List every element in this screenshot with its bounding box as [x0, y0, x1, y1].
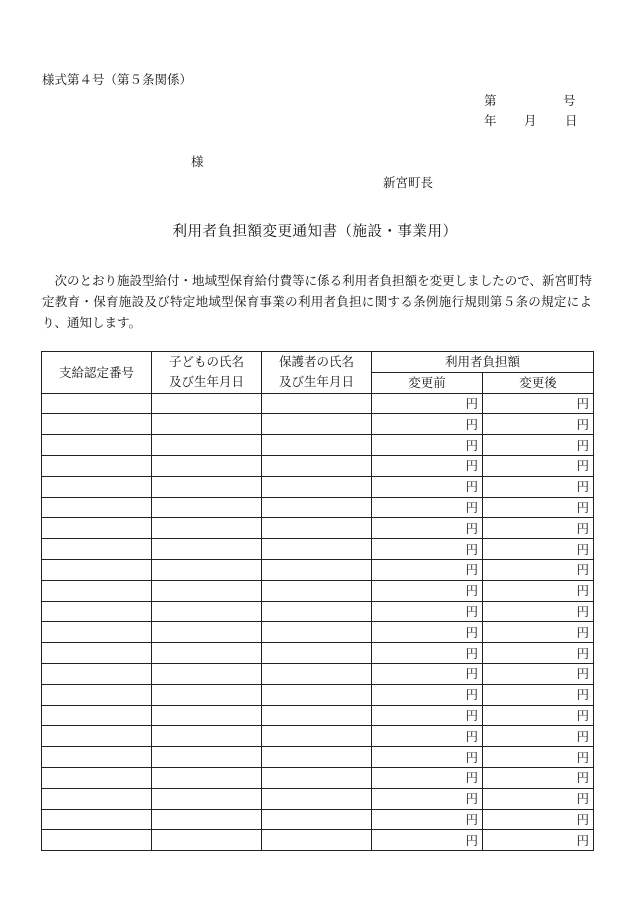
cell-guardian-name[interactable] — [262, 559, 372, 580]
header-cert-number: 支給認定番号 — [42, 352, 152, 394]
cell-child-name[interactable] — [152, 747, 262, 768]
cell-child-name[interactable] — [152, 393, 262, 414]
cell-fee-before[interactable]: 円 — [372, 705, 483, 726]
cell-fee-after[interactable]: 円 — [483, 559, 594, 580]
cell-child-name[interactable] — [152, 788, 262, 809]
cell-child-name[interactable] — [152, 518, 262, 539]
header-guardian-line1: 保護者の氏名 — [278, 354, 354, 370]
cell-fee-before[interactable]: 円 — [372, 747, 483, 768]
cell-child-name[interactable] — [152, 663, 262, 684]
cell-fee-after[interactable]: 円 — [483, 643, 594, 664]
cell-cert-number[interactable] — [42, 726, 152, 747]
form-number: 様式第４号（第５条関係） — [42, 72, 193, 87]
cell-fee-after[interactable]: 円 — [483, 622, 594, 643]
table-row — [42, 435, 594, 456]
table-row — [42, 414, 594, 435]
date-year-label: 年 — [484, 113, 497, 128]
table-row — [42, 393, 594, 414]
cell-guardian-name[interactable] — [262, 580, 372, 601]
cell-fee-after[interactable]: 円 — [483, 705, 594, 726]
cell-fee-before[interactable]: 円 — [372, 684, 483, 705]
table-row — [42, 830, 594, 851]
cell-guardian-name[interactable] — [262, 830, 372, 851]
cell-fee-after[interactable]: 円 — [483, 726, 594, 747]
cell-fee-after[interactable]: 円 — [483, 830, 594, 851]
cell-fee-before[interactable]: 円 — [372, 830, 483, 851]
table-row — [42, 809, 594, 830]
cell-guardian-name[interactable] — [262, 393, 372, 414]
cell-cert-number[interactable] — [42, 435, 152, 456]
cell-cert-number[interactable] — [42, 788, 152, 809]
cell-cert-number[interactable] — [42, 663, 152, 684]
cell-fee-before[interactable]: 円 — [372, 518, 483, 539]
cell-fee-before[interactable]: 円 — [372, 622, 483, 643]
cell-child-name[interactable] — [152, 497, 262, 518]
cell-guardian-name[interactable] — [262, 435, 372, 456]
cell-guardian-name[interactable] — [262, 788, 372, 809]
header-guardian-name — [262, 352, 372, 394]
cell-cert-number[interactable] — [42, 601, 152, 622]
table-row — [42, 455, 594, 476]
cell-child-name[interactable] — [152, 643, 262, 664]
cell-cert-number[interactable] — [42, 622, 152, 643]
table-row — [42, 726, 594, 747]
cell-child-name[interactable] — [152, 809, 262, 830]
cell-cert-number[interactable] — [42, 643, 152, 664]
table-row — [42, 539, 594, 560]
cell-guardian-name[interactable] — [262, 414, 372, 435]
cell-guardian-name[interactable] — [262, 497, 372, 518]
table-row — [42, 788, 594, 809]
cell-fee-after[interactable]: 円 — [483, 455, 594, 476]
cell-fee-before[interactable]: 円 — [372, 580, 483, 601]
cell-child-name[interactable] — [152, 435, 262, 456]
cell-fee-after[interactable]: 円 — [483, 747, 594, 768]
table-row — [42, 601, 594, 622]
cell-fee-after[interactable]: 円 — [483, 580, 594, 601]
cell-cert-number[interactable] — [42, 414, 152, 435]
header-child-line1: 子どもの氏名 — [168, 354, 244, 370]
cell-fee-before[interactable]: 円 — [372, 414, 483, 435]
cell-cert-number[interactable] — [42, 830, 152, 851]
body-paragraph: 次のとおり施設型給付・地域型保育給付費等に係る利用者負担額を変更しましたので、新宮町特定教育・保育施設及び特定地域型保育事業の利用者負担に関する条例施行規則第５条の規定により、通知します。 — [42, 273, 592, 330]
table-row — [42, 767, 594, 788]
table-row — [42, 705, 594, 726]
cell-fee-before[interactable]: 円 — [372, 497, 483, 518]
cell-fee-before[interactable]: 円 — [372, 393, 483, 414]
table-row — [42, 476, 594, 497]
cell-cert-number[interactable] — [42, 455, 152, 476]
cell-fee-before[interactable]: 円 — [372, 663, 483, 684]
header-guardian-line2: 及び生年月日 — [278, 374, 354, 390]
cell-guardian-name[interactable] — [262, 476, 372, 497]
cell-fee-after[interactable]: 円 — [483, 393, 594, 414]
document-number-suffix: 号 — [563, 93, 576, 108]
cell-fee-after[interactable]: 円 — [483, 539, 594, 560]
cell-fee-after[interactable]: 円 — [483, 497, 594, 518]
cell-child-name[interactable] — [152, 539, 262, 560]
cell-cert-number[interactable] — [42, 705, 152, 726]
cell-guardian-name[interactable] — [262, 539, 372, 560]
cell-child-name[interactable] — [152, 705, 262, 726]
cell-fee-before[interactable]: 円 — [372, 643, 483, 664]
table-row — [42, 497, 594, 518]
cell-fee-before[interactable]: 円 — [372, 788, 483, 809]
cell-fee-after[interactable]: 円 — [483, 663, 594, 684]
cell-fee-before[interactable]: 円 — [372, 809, 483, 830]
cell-guardian-name[interactable] — [262, 747, 372, 768]
cell-child-name[interactable] — [152, 559, 262, 580]
cell-child-name[interactable] — [152, 455, 262, 476]
cell-cert-number[interactable] — [42, 580, 152, 601]
header-after: 変更後 — [483, 372, 594, 393]
cell-guardian-name[interactable] — [262, 663, 372, 684]
header-child-name — [152, 352, 262, 394]
table-row — [42, 747, 594, 768]
date-day-label: 日 — [565, 113, 578, 128]
cell-child-name[interactable] — [152, 767, 262, 788]
cell-cert-number[interactable] — [42, 767, 152, 788]
cell-fee-before[interactable]: 円 — [372, 559, 483, 580]
date-month-label: 月 — [524, 113, 537, 128]
cell-child-name[interactable] — [152, 726, 262, 747]
cell-fee-before[interactable]: 円 — [372, 726, 483, 747]
cell-cert-number[interactable] — [42, 809, 152, 830]
header-fee-group: 利用者負担額 — [372, 352, 594, 373]
document-title: 利用者負担額変更通知書（施設・事業用） — [172, 224, 458, 240]
cell-fee-before[interactable]: 円 — [372, 476, 483, 497]
fee-table-body — [42, 393, 594, 851]
cell-child-name[interactable] — [152, 830, 262, 851]
cell-fee-after[interactable]: 円 — [483, 476, 594, 497]
cell-guardian-name[interactable] — [262, 622, 372, 643]
cell-cert-number[interactable] — [42, 497, 152, 518]
cell-child-name[interactable] — [152, 684, 262, 705]
addressee-honorific: 様 — [191, 154, 204, 169]
cell-cert-number[interactable] — [42, 518, 152, 539]
cell-guardian-name[interactable] — [262, 643, 372, 664]
fee-change-table — [41, 351, 594, 851]
table-row — [42, 684, 594, 705]
cell-fee-after[interactable]: 円 — [483, 601, 594, 622]
cell-fee-before[interactable]: 円 — [372, 539, 483, 560]
cell-guardian-name[interactable] — [262, 684, 372, 705]
table-row — [42, 518, 594, 539]
header-child-line2: 及び生年月日 — [168, 374, 244, 390]
cell-cert-number[interactable] — [42, 747, 152, 768]
cell-cert-number[interactable] — [42, 393, 152, 414]
issuer-name: 新宮町長 — [383, 175, 434, 190]
cell-fee-after[interactable]: 円 — [483, 788, 594, 809]
cell-cert-number[interactable] — [42, 539, 152, 560]
cell-guardian-name[interactable] — [262, 809, 372, 830]
cell-fee-after[interactable]: 円 — [483, 518, 594, 539]
cell-guardian-name[interactable] — [262, 726, 372, 747]
cell-fee-before[interactable]: 円 — [372, 767, 483, 788]
cell-fee-after[interactable]: 円 — [483, 414, 594, 435]
table-row — [42, 643, 594, 664]
cell-guardian-name[interactable] — [262, 705, 372, 726]
cell-child-name[interactable] — [152, 601, 262, 622]
cell-child-name[interactable] — [152, 414, 262, 435]
cell-child-name[interactable] — [152, 476, 262, 497]
table-row — [42, 580, 594, 601]
cell-child-name[interactable] — [152, 622, 262, 643]
cell-cert-number[interactable] — [42, 476, 152, 497]
cell-fee-after[interactable]: 円 — [483, 435, 594, 456]
cell-fee-after[interactable]: 円 — [483, 809, 594, 830]
cell-fee-before[interactable]: 円 — [372, 601, 483, 622]
table-row — [42, 622, 594, 643]
table-row — [42, 663, 594, 684]
cell-fee-before[interactable]: 円 — [372, 435, 483, 456]
cell-cert-number[interactable] — [42, 684, 152, 705]
cell-guardian-name[interactable] — [262, 455, 372, 476]
header-before: 変更前 — [372, 372, 483, 393]
cell-guardian-name[interactable] — [262, 601, 372, 622]
cell-guardian-name[interactable] — [262, 518, 372, 539]
cell-guardian-name[interactable] — [262, 767, 372, 788]
document-number-prefix: 第 — [484, 93, 497, 108]
cell-fee-before[interactable]: 円 — [372, 455, 483, 476]
table-row — [42, 559, 594, 580]
cell-cert-number[interactable] — [42, 559, 152, 580]
cell-fee-after[interactable]: 円 — [483, 767, 594, 788]
cell-fee-after[interactable]: 円 — [483, 684, 594, 705]
cell-child-name[interactable] — [152, 580, 262, 601]
